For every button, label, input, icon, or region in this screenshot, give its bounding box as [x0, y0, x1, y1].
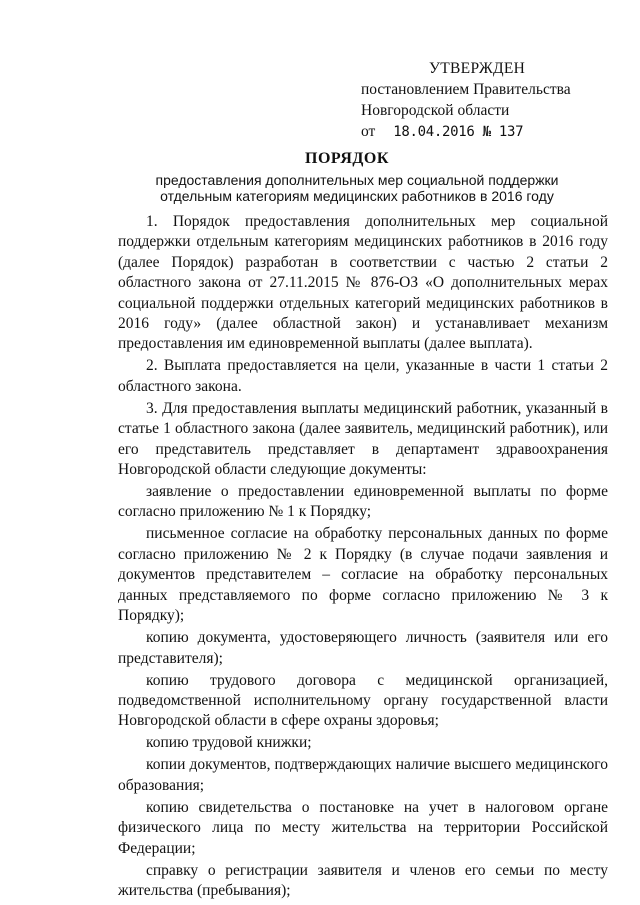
paragraph-1: 1. Порядок предоставления дополнительных мер социальной поддержки отдельным категориям медицинских работников в 2016 году (далее Порядок) разработан в соответствии с частью 2 статьи 2 областного закона от 27.11.2015 № 876-ОЗ «О дополнительных мерах социальной поддержки отдельных категорий медицинских работников в 2016 году» (далее областной закон) и устанавливает механизм предоставления им единовременной выплаты (далее выплата). — [118, 213, 608, 353]
paragraph-3: 3. Для предоставления выплаты медицинский работник, указанный в статье 1 областного закона (далее заявитель, медицинский работник), или его представитель представляет в департамент здравоохранения Новгородской области следующие документы: — [118, 399, 608, 479]
list-item: справку о регистрации заявителя и членов его семьи по месту жительства (пребывания); — [118, 861, 608, 899]
list-item: копии документов, подтверждающих наличие высшего медицинского образования; — [118, 756, 608, 794]
list-item: письменное согласие на обработку персональных данных по форме согласно приложению № 2 к Порядку (в случае подачи заявления и документов представителем – согласие на обработку персональных данных представляемого по форме согласно приложению № 3 к Порядку); — [118, 525, 608, 625]
approval-date: 18.04.2016 № 137 — [393, 124, 524, 140]
document-title: ПОРЯДОК — [305, 150, 389, 167]
list-item: копию свидетельства о постановке на учет в налоговом органе физического лица по месту жительства на территории Российской Федерации; — [118, 798, 608, 857]
approval-date-prefix: от — [361, 123, 376, 140]
approval-stamp — [361, 58, 571, 143]
paragraph-2: 2. Выплата предоставляется на цели, указанные в части 1 статьи 2 областного закона. — [118, 357, 608, 395]
document-subtitle: предоставления дополнительных мер социальной поддержки отдельным категориям медицинских работников в 2016 году — [155, 172, 559, 204]
approval-line-1: постановлением Правительства — [361, 81, 571, 98]
approval-title: УТВЕРЖДЕН — [429, 60, 526, 77]
list-item: копию трудовой книжки; — [146, 734, 312, 752]
approval-date-line — [361, 121, 571, 143]
list-item: заявление о предоставлении единовременной выплаты по форме согласно приложению № 1 к Порядку; — [118, 483, 608, 521]
list-item: копию документа, удостоверяющего личность (заявителя или его представителя); — [118, 629, 608, 667]
list-item: копию трудового договора с медицинской организацией, подведомственной исполнительному органу государственной власти Новгородской области в сфере охраны здоровья; — [118, 671, 608, 730]
approval-line-2: Новгородской области — [361, 102, 510, 119]
document-body — [118, 212, 608, 903]
